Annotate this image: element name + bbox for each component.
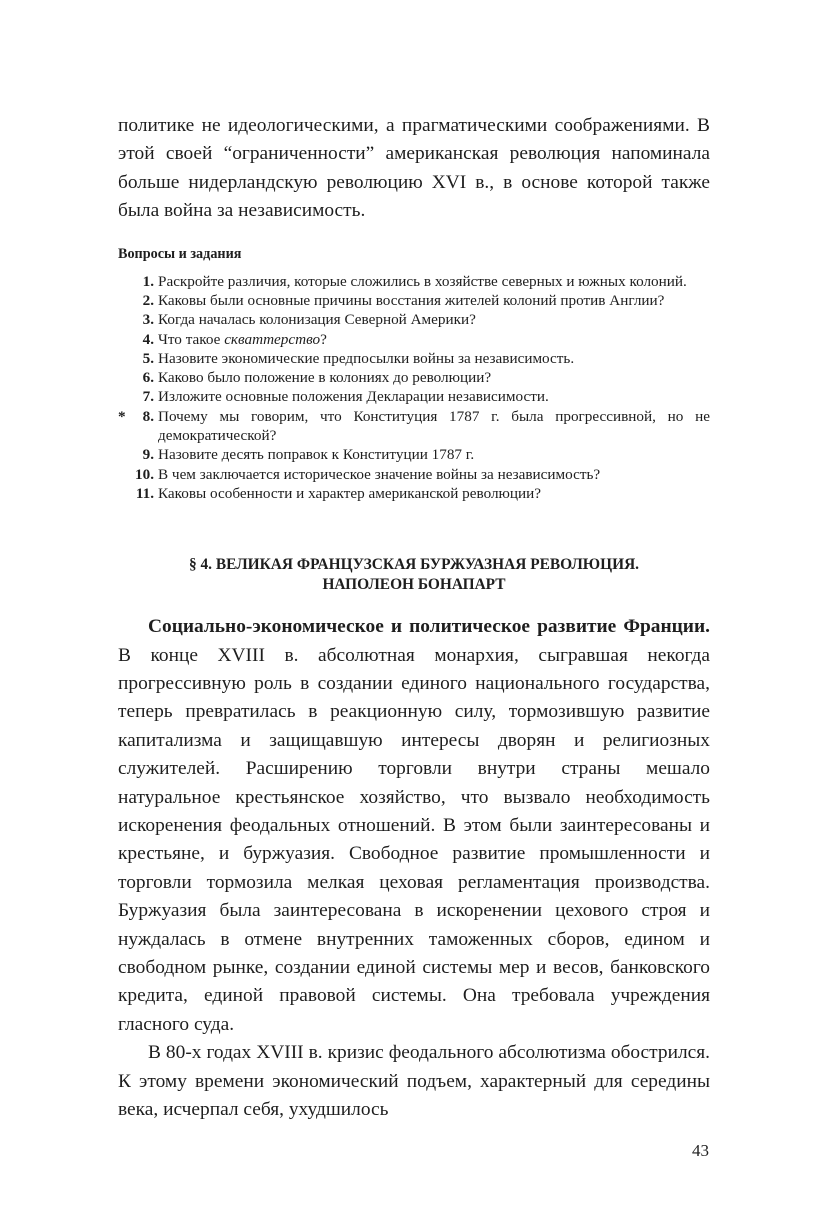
question-text: Почему мы говорим, что Конституция 1787 г. была прогрессивной, но не демократической?: [158, 407, 710, 444]
paragraph-1-text: В конце XVIII в. абсолютная монархия, сыгравшая некогда прогрессивную роль в создании единого национального государства, теперь превратилась в реакционную силу, тормозившую развитие капитализма и защищавшую интересы дворян и религиозных служителей. Расширению торговли внутри страны мешало натуральное крестьянское хозяйство, что вызвало необходимость искоренения феодальных отношений. В этом были заинтересованы и крестьяне, и буржуазия. Свободное развитие промышленности и торговли тормозила мелкая цеховая регламентация производства. Буржуазия была заинтересована в искоренении цехового строя и нуждалась в отмене внутренних таможенных сборов, едином и свободном рынке, создании единой системы мер и весов, банковского кредита, единой правовой системы. Она требовала учреждения гласного суда.: [118, 644, 710, 1035]
question-number: 10.: [135, 465, 154, 483]
section-paragraph-1: [118, 613, 710, 1039]
question-number: 9.: [142, 446, 154, 464]
question-number: 8.: [142, 407, 154, 425]
section-title-line-1: § 4. ВЕЛИКАЯ ФРАНЦУЗСКАЯ БУРЖУАЗНАЯ РЕВОЛЮЦИЯ.: [188, 556, 640, 574]
question-item: [118, 310, 710, 329]
questions-heading: Вопросы и задания: [118, 245, 242, 262]
question-text: Каково было положение в колониях до революции?: [158, 369, 492, 387]
question-number: 3.: [142, 311, 154, 329]
question-text: Что такое: [158, 330, 225, 348]
question-text: Когда началась колонизация Северной Америки?: [158, 311, 476, 329]
question-text: Назовите десять поправок к Конституции 1787 г.: [158, 446, 475, 464]
question-text: Раскройте различия, которые сложились в хозяйстве северных и южных колоний.: [158, 272, 687, 290]
question-number: 1.: [142, 272, 154, 290]
page-number: 43: [692, 1141, 709, 1160]
questions-list: [118, 272, 710, 504]
question-number: 6.: [142, 369, 154, 387]
question-text: Изложите основные положения Декларации независимости.: [158, 388, 549, 406]
page-content: [118, 112, 710, 1125]
question-number: 5.: [142, 349, 154, 367]
question-number: 4.: [142, 330, 154, 348]
question-item: [118, 291, 710, 310]
question-item: [118, 368, 710, 387]
question-item: [118, 387, 710, 406]
question-number: 11.: [135, 484, 154, 502]
question-item: [118, 465, 710, 484]
section-title-line-2: НАПОЛЕОН БОНАПАРТ: [322, 576, 506, 594]
question-term-italic: скваттерство: [224, 330, 321, 348]
question-text: Каковы особенности и характер американской революции?: [158, 484, 542, 502]
section-subheading: Социально-экономическое и политическое развитие Франции.: [148, 616, 710, 638]
question-item: [118, 349, 710, 368]
intro-paragraph: политике не идеологическими, а прагматическими соображениями. В этой своей “ограниченности” американская революция напоминала больше нидерландскую революцию XVI в., в основе которой также была война за независимость.: [118, 115, 710, 222]
question-number: 2.: [142, 291, 154, 309]
question-number: 7.: [142, 388, 154, 406]
question-item: [118, 445, 710, 464]
question-item: [118, 407, 710, 446]
question-item: [118, 484, 710, 503]
question-text: В чем заключается историческое значение войны за независимость?: [158, 465, 601, 483]
section-paragraph-2: В 80-х годах XVIII в. кризис феодального абсолютизма обострился. К этому времени экономический подъем, характерный для середины века, исчерпал себя, ухудшилось: [118, 1042, 710, 1121]
question-text: Назовите экономические предпосылки войны за независимость.: [158, 349, 575, 367]
section-title: [118, 555, 710, 595]
question-item: [118, 330, 710, 349]
question-text-end: ?: [320, 330, 327, 348]
asterisk-icon: *: [118, 407, 126, 425]
question-item: [118, 272, 710, 291]
question-text: Каковы были основные причины восстания жителей колоний против Англии?: [158, 291, 665, 309]
